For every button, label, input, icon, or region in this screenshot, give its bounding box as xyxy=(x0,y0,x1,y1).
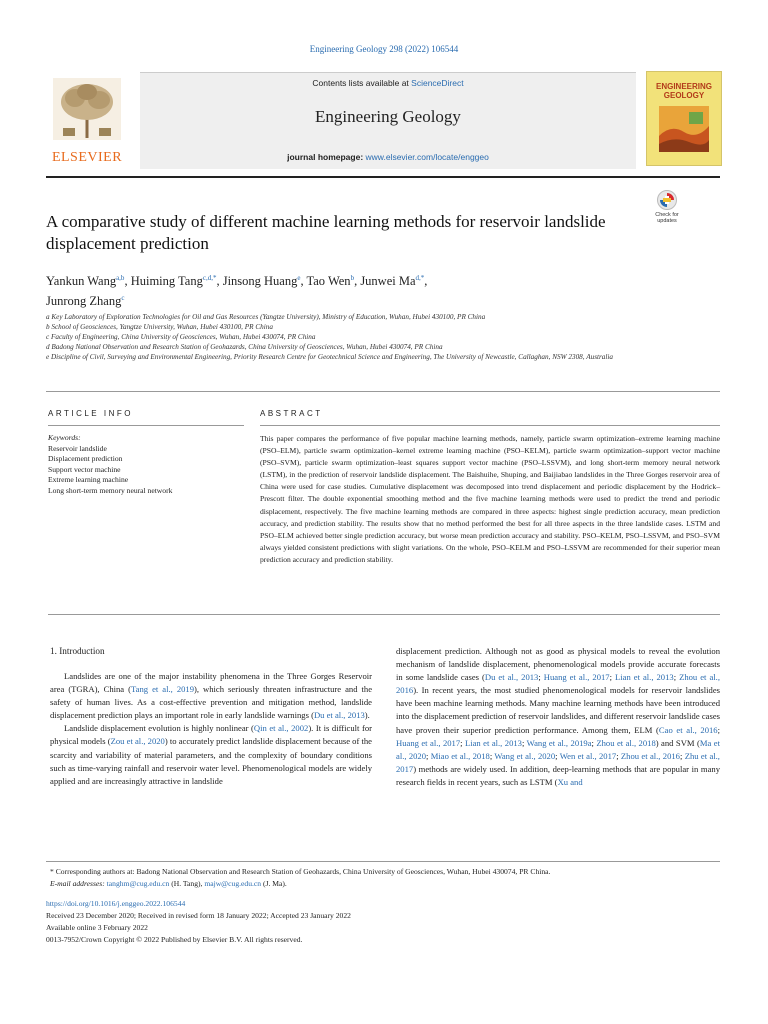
citation-link[interactable]: Wen et al., 2017 xyxy=(559,750,617,761)
footnote-rule xyxy=(46,861,720,862)
author-name[interactable]: Tao Wen xyxy=(306,274,351,289)
keywords-label: Keywords: xyxy=(48,433,81,442)
homepage-prefix: journal homepage: xyxy=(287,152,366,162)
header-divider xyxy=(46,176,720,178)
introduction-heading: 1. Introduction xyxy=(50,646,105,656)
citation-link[interactable]: Xu and xyxy=(557,776,583,787)
author-name[interactable]: Junrong Zhang xyxy=(46,294,122,309)
affiliation-item: d Badong National Observation and Research Station of Geohazards, China University of Geosciences, Wuhan, Hubei 430074, PR China xyxy=(46,343,443,351)
abstract-rule xyxy=(260,425,720,426)
citation-link[interactable]: Wang et al., 2019a xyxy=(526,737,592,748)
paragraph: Landslide displacement evolution is highly nonlinear (Qin et al., 2002). It is difficult for physical models (Zou et al., 2020) to accurately predict landslide displacement because of the scarcity and variability of material parameters, and the complexity of boundary conditions such as time-varying rainfall and reservoir water level. Phenomenological models are widely applied and are increasingly attractive in landslide xyxy=(50,723,372,786)
affiliation-item: e Discipline of Civil, Surveying and Environmental Engineering, Priority Research Centre for Geotechnical Science and Engineering, The University of Newcastle, Callaghan, NSW 2308, Australia xyxy=(46,353,613,361)
citation-link[interactable]: Zou et al., 2020 xyxy=(110,736,165,747)
citation-link[interactable]: Wang et al., 2020 xyxy=(494,750,556,761)
crossmark-icon xyxy=(657,190,677,210)
affiliation-item: a Key Laboratory of Exploration Technologies for Oil and Gas Resources (Yangtze University), Ministry of Education, Wuhan, Hubei 430100, PR China xyxy=(46,313,486,321)
affiliations xyxy=(46,312,686,362)
contents-available-line xyxy=(140,78,636,88)
author-list: Yankun Wang$^{a,b}$, Huiming Tang$^{c,d,*}$, Jinsong Huang$^e$, Tao Wen$^b$, Junwei $Ma^{d,*}$, Junrong Zhang$^c$ xyxy=(46,274,428,309)
body-column-right xyxy=(396,645,720,789)
author-name[interactable]: Jinsong Huang xyxy=(222,274,298,289)
article-title: A comparative study of different machine learning methods for reservoir landslide displacement prediction xyxy=(46,212,606,253)
journal-homepage-line xyxy=(140,152,636,162)
citation-link[interactable]: Zhou et al., 2018 xyxy=(596,737,656,748)
body-column-left xyxy=(50,670,372,788)
citation-link[interactable]: Qin et al., 2002 xyxy=(253,723,309,734)
homepage-link[interactable]: www.elsevier.com/locate/enggeo xyxy=(365,152,489,162)
citation-link[interactable]: Lian et al., 2013 xyxy=(464,737,522,748)
citation-link[interactable]: Cao et al., 2016 xyxy=(658,724,718,735)
abstract-text: This paper compares the performance of five popular machine learning methods, namely, particle swarm optimization–extreme learning machine (PSO–ELM), particle swarm optimization–kernel extreme learning machine (PSO–KELM), particle swarm optimization–support vector machine (PSO–SVM), particle swarm optimization–least squares support vector machine (PSO–LSSVM), and long short-term memory neural network (LSTM), in the prediction of reservoir landslide displacement. The Baishuihe, Shuping, and Baijiabao landslides in the Three Gorges reservoir area of China were used for case studies. Cumulative displacement was decomposed into trend displacement and periodic displacement by the Hodrick–Prescott filter. The double exponential smoothing method and the five machine learning methods were used to predict the trend and periodic displacement, respectively. The five machine learning methods are compared in three aspects: highest single prediction accuracy, mean prediction accuracy, and prediction stability. The results show that no method performed the best for all three aspects in the three landslide cases. LSTM and PSO–ELM achieved better single prediction accuracy, but worse mean prediction accuracy and stability. PSO–KELM, PSO–LSSVM, and PSO–SVM always yielded consistent predictions with slight variations. On the whole, PSO–KELM and PSO–LSSVM are recommended for their superior mean prediction accuracy and prediction stability. xyxy=(260,434,720,564)
keyword-item: Extreme learning machine xyxy=(48,475,129,484)
keyword-item: Displacement prediction xyxy=(48,454,123,463)
email-link[interactable]: tanghm@cug.edu.cn xyxy=(106,879,170,888)
copyright-line: 0013-7952/Crown Copyright © 2022 Published by Elsevier B.V. All rights reserved. xyxy=(46,935,303,944)
elsevier-tree-icon xyxy=(53,78,121,140)
keywords-block xyxy=(48,433,248,496)
author-name[interactable]: Huiming Tang xyxy=(130,274,203,289)
corresponding-text: * Corresponding authors at: Badong National Observation and Research Station of Geohazards, China University of Geosciences, Wuhan, Hubei 430074, PR China. xyxy=(50,867,551,876)
journal-title: Engineering Geology xyxy=(315,107,461,126)
article-metadata xyxy=(46,898,716,946)
author-affil-sup[interactable]: c,d,* xyxy=(202,274,217,282)
received-dates: Received 23 December 2020; Received in revised form 18 January 2022; Accepted 23 January 2022 xyxy=(46,911,351,920)
keyword-item: Reservoir landslide xyxy=(48,443,107,453)
paragraph: Landslides are one of the major instability phenomena in the Three Gorges Reservoir area (TGRA), China (Tang et al., 2019), which seriously threaten infrastructure and the safety of human lives. As a cost-effective prevention and mitigation method, landslide displacement prediction plays an important role in early landslide warnings (Du et al., 2013). xyxy=(50,671,373,721)
abstract-heading: ABSTRACT xyxy=(260,409,323,418)
contents-prefix: Contents lists available at xyxy=(312,78,412,88)
citation-link[interactable]: Huang et al., 2017 xyxy=(543,672,610,683)
author-name[interactable]: Yankun Wang xyxy=(46,274,117,289)
affiliations-divider xyxy=(46,391,720,392)
citation-link[interactable]: Lian et al., 2013 xyxy=(615,672,674,683)
author-affil-sup[interactable]: c xyxy=(121,294,125,303)
citation-link[interactable]: Du et al., 2013 xyxy=(313,710,365,721)
email-link[interactable]: majw@cug.edu.cn xyxy=(204,879,262,888)
cover-art-icon xyxy=(659,106,709,152)
check-updates-label: Check for updates xyxy=(655,212,679,224)
sciencedirect-link[interactable]: ScienceDirect xyxy=(411,78,464,88)
elsevier-wordmark: ELSEVIER xyxy=(51,150,123,165)
affiliation-item: b School of Geosciences, Yangtze University, Wuhan, Hubei 430100, PR China xyxy=(46,323,273,331)
journal-reference-link[interactable]: Engineering Geology 298 (2022) 106544 xyxy=(309,44,459,54)
citation-link[interactable]: Zhu et al., 2017 xyxy=(396,750,720,774)
cover-title: ENGINEERING GEOLOGY xyxy=(655,82,712,100)
abstract-bottom-rule xyxy=(48,614,720,615)
author-name[interactable]: Junwei Ma xyxy=(360,274,416,289)
keyword-item: Support vector machine xyxy=(48,464,121,474)
author-affil-sup[interactable]: b xyxy=(350,274,355,282)
citation-link[interactable]: Du et al., 2013 xyxy=(484,672,539,683)
author-affil-sup[interactable]: e xyxy=(297,274,301,282)
article-info-heading: ARTICLE INFO xyxy=(48,409,133,418)
keyword-item: Long short-term memory neural network xyxy=(48,485,173,495)
citation-link[interactable]: Huang et al., 2017 xyxy=(396,737,461,748)
author-affil-sup[interactable]: a,b xyxy=(116,274,125,282)
citation-link[interactable]: Tang et al., 2019 xyxy=(131,684,195,695)
available-online: Available online 3 February 2022 xyxy=(46,923,148,932)
check-for-updates-badge[interactable] xyxy=(648,190,686,234)
doi-link[interactable]: https://doi.org/10.1016/j.enggeo.2022.106544 xyxy=(46,899,186,908)
elsevier-logo[interactable] xyxy=(47,74,127,168)
corresponding-author-footnote xyxy=(50,866,720,890)
email-line: E-mail addresses: tanghm@cug.edu.cn (H. Tang), majw@cug.edu.cn (J. Ma). xyxy=(50,879,287,888)
citation-link[interactable]: Miao et al., 2018 xyxy=(430,750,490,761)
citation-link[interactable]: Ma et al., 2020 xyxy=(396,737,720,761)
author-affil-sup[interactable]: d,* xyxy=(415,274,425,282)
paragraph: displacement prediction. Although not as good as physical models to reveal the evolution mechanism of landslide displacement, phenomenological models provide accurate forecasts in some landslide cases (Du et al., 2013; Huang et al., 2017; Lian et al., 2013; Zhou et al., 2016). In recent years, the most studied phenomenological models for reservoir landslides have been machine learning methods. Many machine learning methods have been introduced into the displacement prediction of reservoir landslides, and different reservoir landslide cases have proven their superior prediction performance. Among them, ELM (Cao et al., 2016; Huang et al., 2017; Lian et al., 2013; Wang et al., 2019a; Zhou et al., 2018) and SVM (Ma et al., 2020; Miao et al., 2018; Wang et al., 2020; Wen et al., 2017; Zhou et al., 2016; Zhu et al., 2017) methods are widely used. In addition, deep-learning methods that are popular in many research fields in recent years, such as LSTM (Xu and xyxy=(396,646,720,787)
journal-cover-thumbnail[interactable] xyxy=(646,71,722,166)
affiliation-item: c Faculty of Engineering, China University of Geosciences, Wuhan, Hubei 430074, PR China xyxy=(46,333,316,341)
citation-link[interactable]: Zhou et al., 2016 xyxy=(396,672,720,696)
citation-link[interactable]: Zhou et al., 2016 xyxy=(620,750,680,761)
article-info-rule xyxy=(48,425,244,426)
